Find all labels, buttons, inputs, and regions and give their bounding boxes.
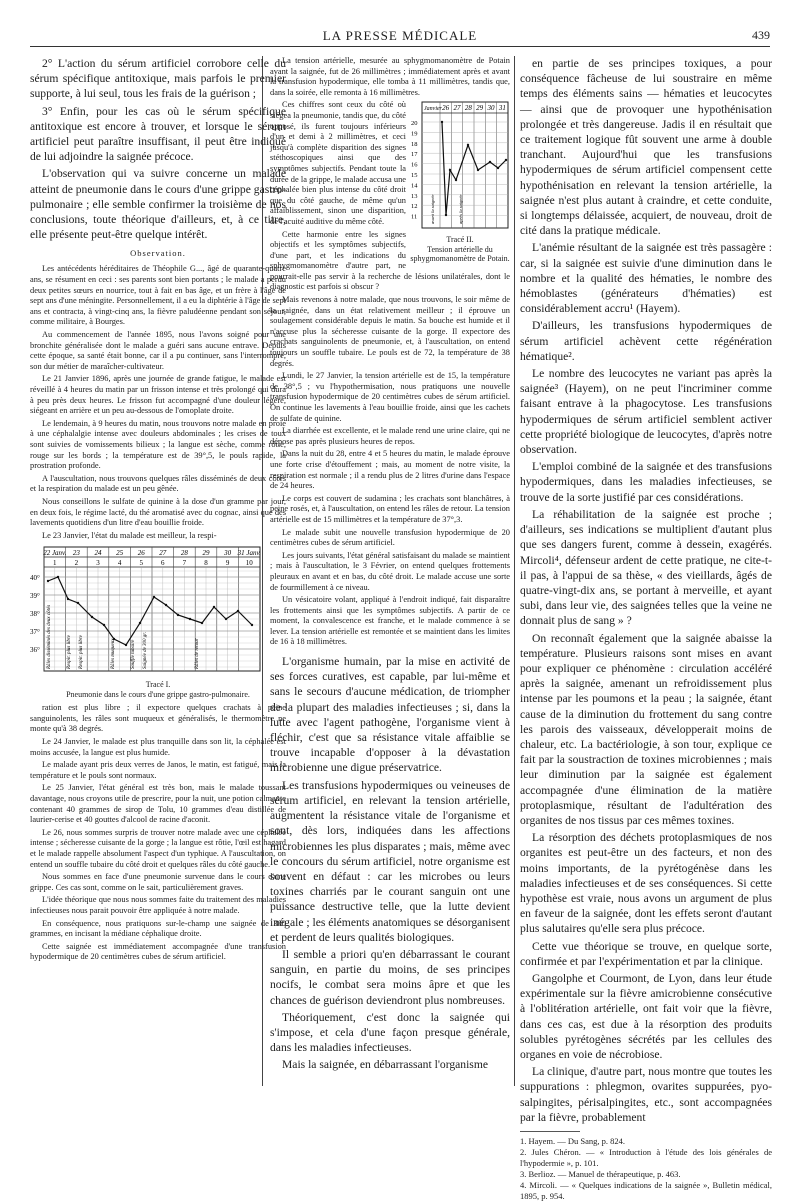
- figure-trace-1: [30, 545, 286, 699]
- chart-annotation: Râles disséminés des deux côtés: [47, 605, 52, 670]
- paragraph: L'anémie résultant de la saignée est très passagère : car, si la saignée est suivie d'une diminution dans le nombre et la qualité des hématies, le nombre des hémoblastes (générateurs d'hématies) est considérablement accru¹ (Hayem).: [520, 241, 772, 316]
- tension-point: [445, 214, 447, 216]
- paragraph: Le corps est couvert de sudamina ; les crachats sont blanchâtres, à peine rosés, et, à l'auscultation, on entend les râles de retour. La tension artérielle est de 15 millimètres et la température de 37°,3.: [270, 493, 510, 524]
- paragraph: Gangolphe et Courmont, de Lyon, dans leur étude expérimentale sur la fièvre amicrobienne consécutive à l'oblitération artérielle, ont fait voir que la fièvre, dans ces cas, est due à la résorption des produits solubles pyrétogènes sécrétés par les cellules des organes en voie de nécrobiose.: [520, 971, 772, 1061]
- tension-tick-label: 17: [411, 151, 418, 159]
- chart-annotation: Râles de retour: [195, 638, 200, 670]
- paragraph: Théoriquement, c'est donc la saignée qui s'impose, et cela d'une façon presque générale, dans les maladies infectieuses.: [270, 1010, 510, 1055]
- chart-annotation: avant la saignée: [430, 194, 435, 225]
- paragraph: Les transfusions hypodermiques ou veineuses de sérum artificiel, en relevant la tension artérielle, augmentent la résistance vitale de l'organisme et sont, dès lors, indiquées dans les affections microbiennes les plus disparates ; mais, même avec le concours du sérum artificiel, notre organisme est souvent en défaut : car les microbes ou leurs toxines charriés par le courant sanguin ont une puissance destructive telle, que la lutte devient inégale ; les éléments anatomiques se désorganisent et perdent de leurs qualités biologiques.: [270, 778, 510, 944]
- trace-1-label: Tracé I.: [145, 680, 171, 690]
- paragraph: La clinique, d'autre part, nous montre que toutes les suppurations : phlegmon, ovarites suppurées, pyo-salpingites, périsalpingites, etc., sont accompagnées par la fièvre, probablement: [520, 1065, 772, 1124]
- tension-tick-label: 20: [411, 120, 418, 128]
- tension-point: [489, 161, 491, 163]
- observation-title: Observation.: [130, 248, 186, 259]
- date-tick-label: 31: [498, 104, 506, 113]
- temperature-chart: [30, 545, 262, 675]
- chart-annotation: Souffle tubaire: [131, 639, 136, 670]
- paragraph: Les antécédents héréditaires de Théophile G..., âgé de quarante-quatre ans, se résument en ceci : ses parents sont bien portants ; le malade a perdu deux petites sœurs en nourrice, tout à fait en bas âge, et un frère à l'âge de sept ans d'une méningite. Personnellement, il a eu la diphtérie à l'âge de sept ans et contracta, à vingt-cinq ans, la fièvre paludéenne pendant son séjour, comme militaire, à Bourges.: [30, 264, 286, 327]
- temperature-point: [91, 616, 93, 618]
- temperature-tick-label: 40°: [30, 574, 40, 583]
- col2-discussion: [270, 654, 510, 1072]
- chart-annotation: Saignée de 300 gr.: [143, 632, 148, 670]
- column-2: [270, 56, 510, 1075]
- day-tick-label: 10: [245, 559, 253, 568]
- temperature-point: [77, 602, 79, 604]
- column-1: [30, 56, 286, 1101]
- tension-tick-label: 12: [411, 203, 418, 211]
- tension-tick-label: 13: [411, 193, 418, 201]
- paragraph: Le 24 Janvier, le malade est plus tranquille dans son lit, la céphalée est moins accusée, la langue est plus humide.: [30, 737, 286, 757]
- paragraph: Mais la saignée, en débarrassant l'organisme: [282, 1058, 488, 1072]
- day-tick-label: 1: [53, 559, 57, 568]
- temperature-point: [251, 624, 253, 626]
- paragraph: L'emploi combiné de la saignée et des transfusions hypodermiques, dans les maladies infectieuses, se trouve de la sorte justifié par ces considérations.: [520, 460, 772, 504]
- footnotes: [520, 1136, 772, 1202]
- col1-intro: [30, 56, 286, 242]
- journal-title: LA PRESSE MÉDICALE: [322, 28, 478, 43]
- paragraph: Il semble a priori qu'en débarrassant le courant sanguin, en partie du moins, de ses principes nocifs, le combat sera moins âpre et que les chances de guérison deviendront plus nombreuses.: [270, 947, 510, 1007]
- temperature-point: [225, 618, 227, 620]
- tension-point: [441, 121, 443, 123]
- day-tick-label: 7: [182, 559, 187, 568]
- tension-point: [497, 167, 499, 169]
- paragraph: Le 25 Janvier, l'état général est très bon, mais le malade toussant davantage, nous croyons utile de prescrire, pour la nuit, une potion calmante contenant 40 grammes de sirop de Tolu, 10 grammes d'eau distillée de laurier-cerise et 40 gouttes d'alcool de racine d'aconit.: [30, 783, 286, 825]
- trace-1-caption: Pneumonie dans le cours d'une grippe gastro-pulmonaire.: [66, 689, 250, 699]
- date-tick-label: 27: [159, 549, 167, 558]
- page-number: 439: [752, 28, 770, 42]
- day-tick-label: 4: [117, 559, 122, 568]
- column-divider: [514, 56, 515, 1086]
- paragraph: A l'auscultation, nous trouvons quelques râles disséminés de deux côtés et la respiration du malade est un peu gênée.: [30, 473, 286, 494]
- paragraph: L'organisme humain, par la mise en activité de ses forces curatives, est capable, par lui-même et sans le secours d'aucune médication, de triompher de la plupart des maladies infectieuses ; si, dans la lutte avec l'agent pathogène, l'organisme vient à fléchir, c'est que sa résistance vitale affaiblie se trouve incapable d'opposer à la dévastation microbienne une digue préservatrice.: [270, 655, 510, 775]
- temperature-point: [189, 618, 191, 620]
- day-tick-label: 8: [204, 559, 208, 568]
- temperature-point: [125, 644, 127, 646]
- paragraph: Cette vue théorique se trouve, en quelque sorte, confirmée et par l'expérimentation et par la clinique.: [520, 939, 772, 968]
- tension-point: [477, 169, 479, 171]
- paragraph: Un vésicatoire volant, appliqué à l'endroit indiqué, fait disparaître les frottements ainsi que les symptômes subjectifs. A partir de ce moment, la convalescence est franche, et le malade commence à se lever. La tension artérielle est remontée et se maintient dans les limites de 16 à 18 millimètres.: [270, 595, 510, 647]
- temperature-point: [165, 604, 167, 606]
- footnote: 4. Mircoli. — « Quelques indications de la saignée », Bulletin médical, 1895, p. 954.: [520, 1180, 772, 1202]
- paragraph: Le nombre des leucocytes ne variant pas après la saignée³ (Hayem), on ne peut l'incriminer comme faisant entrave à la phagocytose. Les transfusions hypodermiques de sérum artificiel semblent activer cette propriété biologique de leucocytes, d'après notre observation.: [520, 367, 772, 457]
- header-rule: [30, 46, 770, 47]
- paragraph: Le malade ayant pris deux verres de Janos, le matin, est fatigué, mais la température et le pouls sont normaux.: [30, 760, 286, 780]
- paragraph: Cette harmonie entre les signes objectifs et les symptômes subjectifs, d'une part, et les indications du sphygmomanomètre d'autre part, ne pourrait-elle pas servir à la recherche de lésions unilatérales, dont le diagnostic est parfois si obscur ?: [270, 229, 510, 292]
- paragraph: L'observation qui va suivre concerne un malade atteint de pneumonie dans le cours d'une grippe gastro-pulmonaire ; elle semble confirmer la troisième de nos conclusions, toute théorique d'ailleurs, et, à ce titre, elle présente peut-être quelque intérêt.: [30, 167, 286, 242]
- date-tick-label: 28: [464, 104, 472, 113]
- col1-observation-b: [30, 703, 286, 963]
- day-tick-label: 5: [139, 559, 143, 568]
- figure-trace-2: [410, 100, 510, 264]
- paragraph: Les jours suivants, l'état général satisfaisant du malade se maintient ; mais à l'auscultation, le 3 Février, on entend quelques frottements pleuraux en avant et en bas, du côté droit. Le malade accuse une sorte de fourmillement à ce niveau.: [270, 550, 510, 592]
- date-tick-label: 26: [442, 104, 450, 113]
- col1-observation-a: [30, 264, 286, 541]
- paragraph: La tension artérielle, mesurée au sphygmomanomètre de Potain avant la saignée, fut de 26 millimètres ; immédiatement après et avant la transfusion hypodermique, elle tomba à 11 millimètres, tandis que, dans la soirée, elle remonta à 16 millimètres.: [270, 56, 510, 97]
- tension-chart: [410, 100, 510, 230]
- tension-tick-label: 11: [411, 213, 418, 221]
- temperature-point: [177, 614, 179, 616]
- date-tick-label: 29: [202, 549, 210, 558]
- paragraph: Lundi, le 27 Janvier, la tension artérielle est de 15, la température de 38°,5 ; vu l'hypothermisation, nous pratiquons une nouvelle transfusion hypodermique de 20 centimètres cubes de sérum artificiel. On continue les lavements à l'eau bouillie froide, ainsi que les cachets de sulfate de quinine.: [270, 371, 510, 423]
- paragraph: Cette saignée est immédiatement accompagnée d'une transfusion hypodermique de 20 centimètres cubes de sérum artificiel.: [30, 941, 286, 962]
- temperature-point: [153, 596, 155, 598]
- paragraph: Au commencement de l'année 1895, nous l'avons soigné pour une bronchite généralisée dont le malade a guéri sans aucune entrave. Depuis cette époque, sa santé était bonne, car il a pu continuer, sans l'interrompre, son dur métier de maraîcher-cultivateur.: [30, 330, 286, 371]
- tension-tick-label: 15: [411, 172, 418, 180]
- date-tick-label: 26: [137, 549, 145, 558]
- paragraph: La diarrhée est excellente, et le malade rend une urine claire, qui ne dépose pas après plusieurs heures de repos.: [270, 426, 510, 446]
- tension-point: [467, 144, 469, 146]
- tension-point: [455, 179, 457, 181]
- paragraph: en partie de ses principes toxiques, a pour conséquence fâcheuse de lui soustraire en même temps des éléments sains — hématies et leucocytes — ainsi que de provoquer une hypothénisation prolongée et très dangereuse. Jadis il en résultait que ce traitement logique fût souvent une arme à double tranchant. Aujourd'hui que les transfusions hypodermiques de sérum artificiel compensent cette hypothénisation en relevant la tension artérielle, la saignée n'est plus autant à craindre, et cette conduite, si longtemps délaissée, acquiert, de nouveau, droit de cité dans la pratique médicale.: [520, 57, 772, 238]
- temperature-tick-label: 36°: [30, 646, 40, 655]
- paragraph: Ces chiffres sont ceux du côté où siégea la pneumonie, tandis que, du côté opposé, ils furent toujours inférieurs d'un et demi à 2 millimètres, et ceci jusqu'à complète disparition des signes stéthoscopiques ainsi que des symptômes subjectifs. Pendant toute la durée de la grippe, le malade accusa une céphalée bien plus intense du côté droit que du côté gauche, de même qu'un affaiblissement, sinon une disparition, de l'acuité auditive du même côté.: [270, 100, 406, 226]
- tension-tick-label: 19: [411, 130, 418, 138]
- date-tick-label: 24: [94, 549, 102, 558]
- tension-tick-label: 16: [411, 161, 418, 169]
- temperature-point: [103, 624, 105, 626]
- paragraph: Le 23 Janvier, l'état du malade est meilleur, la respi-: [42, 530, 217, 540]
- paragraph: 2° L'action du sérum artificiel corrobore celle du sérum spécifique antitoxique, mais parfois le premier supporte, à lui seul, tous les frais de la guérison ;: [30, 57, 286, 101]
- paragraph: En conséquence, nous pratiquons sur-le-champ une saignée de 300 grammes, en incisant la médiane céphalique droite.: [30, 918, 286, 939]
- day-tick-label: 2: [74, 559, 79, 568]
- paragraph: La réhabilitation de la saignée est proche ; d'ailleurs, ses indications se multiplient d'autant plus que ses dangers furent, comme à dessein, exagérés. Mircoli⁴, défenseur ardent de cette pratique, ne cite-t-il pas, à l'appui de sa thèse, « des vieillards, âgés de quatre-vingt-dix ans, se portant à merveille, et ayant subi, dans leur vie, des saignées telles que la veine ne donnait plus de sang » ?: [520, 507, 772, 628]
- paragraph: D'ailleurs, les transfusions hypodermiques de sérum artificiel achèvent cette régénération hématique².: [520, 319, 772, 363]
- paragraph: Nous sommes en face d'une pneumonie survenue dans le cours d'une grippe. Ces cas sont, comme on le sait, particulièrement graves.: [30, 872, 286, 892]
- page-header: [30, 28, 770, 46]
- paragraph: Le 21 Janvier 1896, après une journée de grande fatigue, le malade est réveillé à 4 heures du matin par un frisson intense et très prolongé qui dura à peu près deux heures. Le frisson fut accompagné d'une douleur légère, siégeant en arrière et un peu au-dessous de l'omoplate droite.: [30, 374, 286, 416]
- temperature-point: [47, 580, 49, 582]
- date-tick-label: 30: [224, 549, 232, 558]
- paragraph: Le lendemain, à 9 heures du matin, nous trouvons notre malade en proie à une céphalalgie intense avec douleurs abdominales ; les crises de toux sont suivies de vomissements bilieux ; la langue est sèche, comme rôtie, rouge sur les bords ; la température est de 39°,5, le pouls rapide, la prostration profonde.: [30, 418, 286, 471]
- paragraph: L'idée théorique que nous nous sommes faite du traitement des maladies infectieuses nous parait pouvoir être appliquée à notre malade.: [30, 895, 286, 915]
- temperature-point: [67, 598, 69, 600]
- temperature-point: [213, 606, 215, 608]
- tension-tick-label: 18: [411, 141, 418, 149]
- date-tick-label: 25: [116, 549, 124, 558]
- temperature-tick-label: 39°: [30, 592, 40, 601]
- paragraph: Nous conseillons le sulfate de quinine à la dose d'un gramme par jour, en deux fois, le régime lacté, du thé aromatisé avec du cognac, ainsi que des lavements quotidiens d'un litre d'eau bouillie froide.: [30, 496, 286, 528]
- temperature-point: [201, 622, 203, 624]
- date-tick-label: 23: [72, 549, 80, 558]
- date-tick-label: 22 Janv.: [43, 549, 67, 558]
- temperature-series-line: [48, 577, 252, 645]
- footnote-rule: [520, 1131, 580, 1132]
- footnote: 2. Jules Chéron. — « Introduction à l'étude des lois générales de l'hypodermie », p. 101.: [520, 1147, 772, 1169]
- temperature-tick-label: 38°: [30, 610, 40, 619]
- column-3: [520, 56, 772, 1202]
- chart-annotation: Râles muqueux: [111, 638, 116, 670]
- tension-point: [449, 169, 451, 171]
- temperature-point: [139, 622, 141, 624]
- date-tick-label: 31 Janv.: [237, 549, 261, 558]
- paragraph: Dans la nuit du 28, entre 4 et 5 heures du matin, le malade éprouve une forte crise d'étouffement ; mais, au moment de notre visite, la respiration est normale ; il a rendu plus de 2 litres d'urine dans l'espace de 24 heures.: [270, 449, 510, 491]
- paragraph: ration est plus libre ; il expectore quelques crachats à peine sanguinolents, les râles sont muqueux et généralisés, le thermomètre ne monte qu'à 38 degrés.: [30, 703, 286, 734]
- tension-tick-label: 14: [411, 182, 418, 190]
- date-tick-label: 29: [476, 104, 484, 113]
- day-tick-label: 6: [161, 559, 165, 568]
- paragraph: On reconnaît également que la saignée abaisse la température. Plusieurs raisons sont mises en avant pour expliquer ce phénomène : circulation accéléré après la saignée, amenant un refroidissement plus intense par les poumons et la peau ; la saignée, étant cause de la diminution du frottement du sang contre les parois des vaisseaux, développerait moins de chaleur, etc. La bactériologie, à son tour, explique ce fait par la soustraction de toxines microbiennes ; mais leur diminution par la saignée est également accompagnée d'une élimination de la matière protoplasmique, résultant de l'adultération des organites de nos tissus par ces mêmes toxines.: [520, 631, 772, 827]
- paragraph: Le 26, nous sommes surpris de trouver notre malade avec une céphalée intense ; sécheresse cuisante de la gorge ; la langue est rôtie, l'œil est hagard et le malade rappelle absolument l'aspect d'un typhique. A l'auscultation, on entend un souffle tubaire du côté droit et quelques râles du côté gauche.: [30, 827, 286, 869]
- paragraph: Le malade subit une nouvelle transfusion hypodermique de 20 centimètres cubes de sérum artificiel.: [270, 527, 510, 548]
- date-tick-label: 30: [487, 104, 495, 113]
- temperature-point: [237, 610, 239, 612]
- footnote: 3. Berlioz. — Manuel de thérapeutique, p. 463.: [520, 1169, 681, 1180]
- date-tick-label: 28: [180, 549, 188, 558]
- chart-annotation: après la saignée: [458, 194, 463, 225]
- paragraph: 3° Enfin, pour les cas où le sérum spécifique antitoxique est encore à trouver, et lorsque le sérum artificiel peut paraître insuffisant, il peut être indiqué de lui adjoindre la saignée précoce.: [30, 104, 286, 164]
- chart-annotation: Respir. plus libre: [67, 635, 72, 670]
- paragraph: La résorption des déchets protoplasmiques de nos organites est peut-être un des facteurs, et non des moins importants, de la pyrétogénèse dans les maladies infectieuses et de ses conséquences. Si cette hypothèse est vraie, nous avons un argument de plus en faveur de la saignée, dont les effets seront d'autant plus salutaires qu'elle sera plus précoce.: [520, 831, 772, 936]
- trace-2-label: Tracé II.: [446, 235, 474, 245]
- day-tick-label: 9: [225, 559, 230, 568]
- date-tick-label: 27: [453, 104, 461, 113]
- month-label: Janvier: [424, 106, 442, 113]
- trace-2-caption: Tension artérielle du sphygmomanomètre de Potain.: [410, 244, 510, 264]
- footnote: 1. Hayem. — Du Sang, p. 824.: [520, 1136, 626, 1147]
- temperature-point: [57, 576, 59, 578]
- chart-annotation: Respir. plus libre: [79, 635, 84, 670]
- tension-point: [505, 159, 507, 161]
- paragraph: Mais revenons à notre malade, que nous trouvons, le soir même de la saignée, dans un état relativement meilleur ; il éprouve un soulagement considérable depuis le matin. Sa bouche est humide et il n'accuse plus la sécheresse cuisante de la gorge. Il expectore des crachats sanguinolents de pneumonie, et, à l'auscultation, on entend toujours un souffle tubaire. Le pouls est de 72, la température de 38 degrés.: [270, 295, 510, 368]
- temperature-tick-label: 37°: [30, 628, 40, 637]
- day-tick-label: 3: [96, 559, 100, 568]
